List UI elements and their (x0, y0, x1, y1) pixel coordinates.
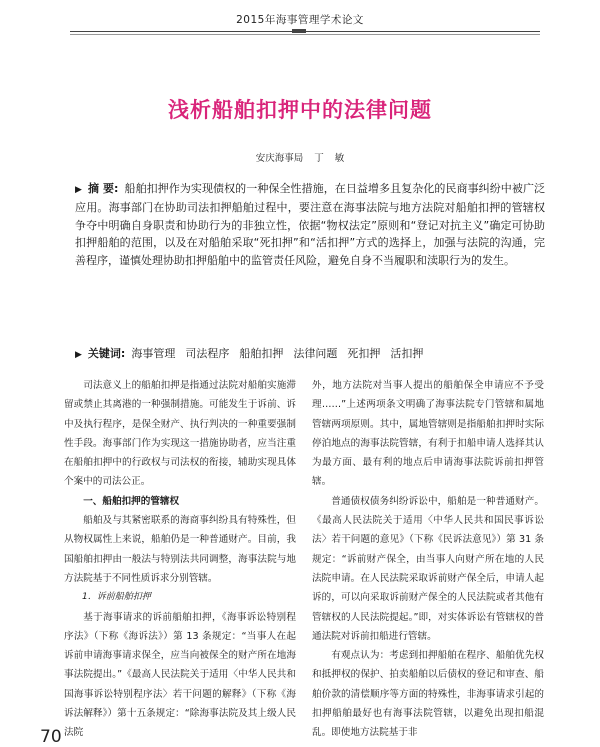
keyword: 司法程序 (185, 347, 230, 360)
author-name: 丁 敏 (314, 153, 345, 164)
abstract (75, 180, 545, 269)
keyword: 法律问题 (293, 347, 338, 360)
body-paragraph: 有观点认为：考虑到扣押船舶在程序、船舶优先权和抵押权的保护、拍卖船舶以后债权的登记和审查、船舶价款的清偿顺序等方面的特殊性，非海事请求引起的扣押船舶最好也有海事法院管辖，以避免出现扣船混乱。即使地方法院基于非 (312, 650, 544, 739)
section-heading: 一、船舶扣押的管辖权 (83, 495, 180, 507)
keyword: 活扣押 (390, 347, 424, 360)
keywords (75, 346, 545, 363)
keywords-label: 关键词: (87, 347, 126, 360)
keyword: 船舶扣押 (239, 347, 284, 360)
body-paragraph: 普通债权债务纠纷诉讼中，船舶是一种普通财产。《最高人民法院关于适用〈中华人民共和国民事诉讼法〉若干问题的意见》（下称《民诉法意见》）第 31 条规定：“诉前财产保全，由当事人向财产所在地的人民法院申请。在人民法院采取诉前财产保全后，申请人起诉的，可以向采取诉前财产保全的人民法院或者其他有管辖权的人民法院提起。”即，对实体诉讼有管辖权的普通法院对诉前扣船进行管辖。 (312, 495, 544, 642)
subsection-heading: 1．诉前船舶扣押 (82, 592, 151, 603)
header-rule-thin (70, 34, 540, 35)
author-line (0, 150, 600, 164)
keyword: 海事管理 (131, 347, 176, 360)
abstract-marker-icon: ▶ (75, 185, 82, 195)
body-paragraph: 外，地方法院对当事人提出的船舶保全申请应不予受理……”上述两项条文明确了海事法院专门管辖和属地管辖两项原则。其中，属地管辖则是指船舶扣押时实际停泊地点的海事法院管辖，有利于扣船申请人选择其认为最方面、最有利的地点后申请海事法院诉前扣押管辖。 (312, 380, 544, 488)
abstract-text: 船舶扣押作为实现债权的一种保全性措施，在日益增多且复杂化的民商事纠纷中被广泛应用。海事部门在协助司法扣押船舶过程中，要注意在海事法院与地方法院对船舶扣押的管辖权争夺中明确自身职责和协助行为的非独立性，依据“物权法定”原则和“登记对抗主义”确定可协助扣押船舶的范围，以及在对船舶采取“死扣押”和“活扣押”方式的选择上，加强与法院的沟通，完善程序，谨慎处理协助扣押船舶中的监管责任风险，避免自身不当履职和渎职行为的发生。 (75, 182, 546, 267)
body-paragraph: 基于海事请求的诉前船舶扣押，《海事诉讼特别程序法》（下称《海诉法》）第 13 条规定：“当事人在起诉前申请海事请求保全，应当向被保全的财产所在地海事法院提出。”《最高人民法院关于适用〈中华人民共和国海事诉讼特别程序法〉若干问题的解释》（下称《海诉法解释》）第十五条规定：“除海事法院及其上级人民法院 (64, 611, 296, 739)
body-column-left (64, 376, 296, 743)
body-paragraph: 船舶及与其紧密联系的海商事纠纷具有特殊性，但从物权属性上来说，船舶仍是一种普通财产。目前，我国船舶扣押由一般法与特别法共同调整，海事法院与地方法院基于不同性质诉求分别管辖。 (64, 515, 296, 584)
keyword: 死扣押 (347, 347, 381, 360)
keywords-marker-icon: ▶ (75, 350, 82, 360)
header-ornament (292, 29, 306, 33)
article-title: 浅析船舶扣押中的法律问题 (168, 98, 432, 122)
abstract-label: 摘 要: (88, 182, 119, 195)
author-affiliation: 安庆海事局 (255, 153, 304, 164)
running-head: 2015年海事管理学术论文 (236, 14, 364, 26)
page-number: 70 (40, 727, 62, 747)
body-paragraph: 司法意义上的船舶扣押是指通过法院对船舶实施滞留或禁止其离港的一种强制措施。可能发生于诉前、诉中及执行程序，是保全财产、执行判决的一种重要强制性手段。海事部门作为实现这一措施协助者，应当注重在船舶扣押中的行政权与司法权的衔接，辅助实现具体个案中的司法公正。 (64, 380, 296, 488)
body-column-right (312, 376, 544, 743)
